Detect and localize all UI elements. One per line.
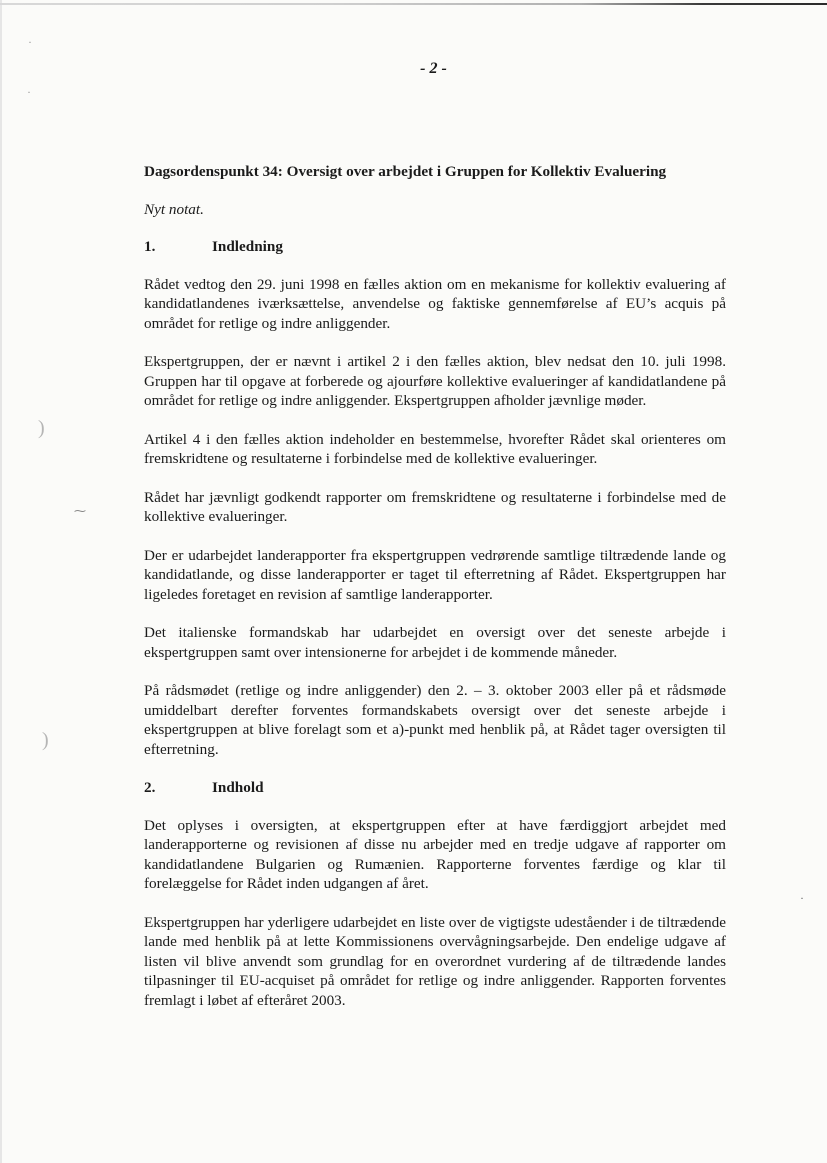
section-heading [144, 778, 726, 798]
paragraph: Rådet har jævnligt godkendt rapporter om fremskridtene og resultaterne i forbindelse med de kollektive evalueringer. [144, 488, 726, 525]
paragraph: Der er udarbejdet landerapporter fra ekspertgruppen vedrørende samtlige tiltrædende lande og kandidatlande, og disse landerapporter er taget til efterretning af Rådet. Ekspertgruppen har ligeledes foretaget en revision af samtlige landerapporter. [144, 546, 726, 603]
section-number: 1. [144, 238, 156, 255]
document-body [144, 162, 726, 1029]
paragraph: Det italienske formandskab har udarbejdet en oversigt over det seneste arbejde i ekspertgruppen samt over intensionerne for arbejdet i de kommende måneder. [144, 624, 726, 661]
document-subtitle: Nyt notat. [144, 200, 204, 218]
section-indhold [144, 778, 726, 1010]
page-number: - 2 - [420, 60, 447, 77]
section-number: 2. [144, 779, 156, 796]
document-title: Dagsordenspunkt 34: Oversigt over arbejdet i Gruppen for Kollektiv Evaluering [144, 163, 667, 180]
paragraph: Ekspertgruppen har yderligere udarbejdet en liste over de vigtigste udeståender i de tiltrædende lande med henblik på at lette Kommissionens overvågningsarbejde. Den endelige udgave af listen vil blive anvendt som grundlag for en overordnet vurdering af de tiltrædende landes tilpasninger til EU-acquiset på området for retlige og indre anliggender. Rapporten forventes fremlagt i løbet af efteråret 2003. [144, 913, 726, 1009]
scan-speck: · [800, 891, 804, 905]
scan-speck: · [27, 85, 31, 99]
section-heading [144, 237, 726, 257]
scan-edge [0, 0, 2, 1163]
section-title: Indledning [212, 238, 283, 255]
paragraph: Ekspertgruppen, der er nævnt i artikel 2 i den fælles aktion, blev nedsat den 10. juli 1998. Gruppen har til opgave at forberede og ajourføre kollektive evalueringer af kandidatlandene på området for retlige og indre anliggender. Ekspertgruppen afholder jævnlige møder. [144, 353, 726, 409]
paragraph: Artikel 4 i den fælles aktion indeholder en bestemmelse, hvorefter Rådet skal orienteres om fremskridtene og resultaterne i forbindelse med de kollektive evalueringer. [144, 430, 726, 467]
scan-speck: ) [42, 729, 49, 751]
paragraph: Rådet vedtog den 29. juni 1998 en fælles aktion om en mekanisme for kollektiv evaluering af kandidatlandenes iværksættelse, anvendelse og faktiske gennemførelse af EU’s acquis på området for retlige og indre anliggender. [144, 275, 726, 332]
paragraph: Det oplyses i oversigten, at ekspertgruppen efter at have færdiggjort arbejdet med landerapporterne og revisionen af disse nu arbejder med en tredje udgave af rapporter om kandidatlandene Bulgarien og Rumænien. Rapporterne forventes færdige og klar til forelæggelse for Rådet inden udgangen af året. [144, 816, 726, 892]
scan-speck: ⁓ [74, 504, 86, 518]
scan-top-line [0, 3, 827, 5]
paragraph: På rådsmødet (retlige og indre anliggender) den 2. – 3. oktober 2003 eller på et rådsmøde umiddelbart derefter forventes formandskabets oversigt over det seneste arbejde i ekspertgruppen at blive forelagt som et a)-punkt med henblik på, at Rådet tager oversigten til efterretning. [144, 682, 726, 758]
scan-speck: · [28, 35, 32, 49]
section-indledning [144, 237, 726, 759]
scan-speck: ) [38, 417, 45, 439]
section-title: Indhold [212, 779, 264, 796]
